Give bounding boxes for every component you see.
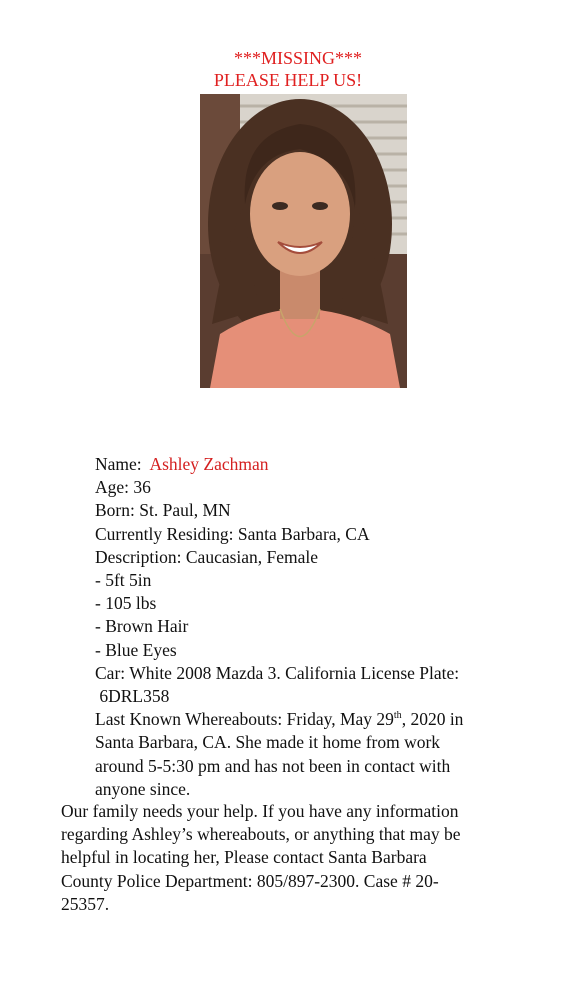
whereabouts-line: [95, 708, 555, 731]
name-label: Name:: [95, 454, 142, 474]
hair-line: - Brown Hair: [95, 616, 189, 637]
family-appeal: [61, 800, 531, 916]
height-line: - 5ft 5in: [95, 570, 152, 591]
whereabouts-line-4: anyone since.: [95, 778, 191, 799]
ordinal-suffix: th: [393, 710, 402, 722]
appeal-line-4: County Police Department: 805/897-2300. Case # 20-: [61, 870, 439, 891]
appeal-line-5: 25357.: [61, 893, 110, 914]
age-line: Age: 36: [95, 477, 151, 498]
eyes-line: - Blue Eyes: [95, 639, 177, 660]
person-details: [95, 453, 555, 801]
license-plate-line: 6DRL358: [95, 686, 170, 707]
whereabouts-line-3: around 5-5:30 pm and has not been in contact with: [95, 755, 451, 776]
missing-heading: ***MISSING***: [233, 48, 362, 68]
appeal-line-2: regarding Ashley’s whereabouts, or anything that may be: [61, 824, 461, 845]
whereabouts-line-2: Santa Barbara, CA. She made it home from work: [95, 732, 441, 753]
car-line: Car: White 2008 Mazda 3. California License Plate:: [95, 662, 460, 683]
weight-line: - 105 lbs: [95, 593, 157, 614]
missing-person-photo: [200, 94, 407, 388]
residing-line: Currently Residing: Santa Barbara, CA: [95, 523, 370, 544]
name-line: [95, 453, 555, 476]
appeal-line-1: Our family needs your help. If you have any information: [61, 801, 459, 821]
born-line: Born: St. Paul, MN: [95, 500, 231, 521]
person-name: Ashley Zachman: [149, 454, 269, 474]
appeal-line-3: helpful in locating her, Please contact Santa Barbara: [61, 847, 427, 868]
whereabouts-year-text: , 2020 in: [401, 709, 464, 730]
description-line: Description: Caucasian, Female: [95, 546, 319, 567]
whereabouts-date-text: Last Known Whereabouts: Friday, May 29: [95, 709, 394, 730]
help-us-heading: PLEASE HELP US!: [213, 70, 363, 90]
